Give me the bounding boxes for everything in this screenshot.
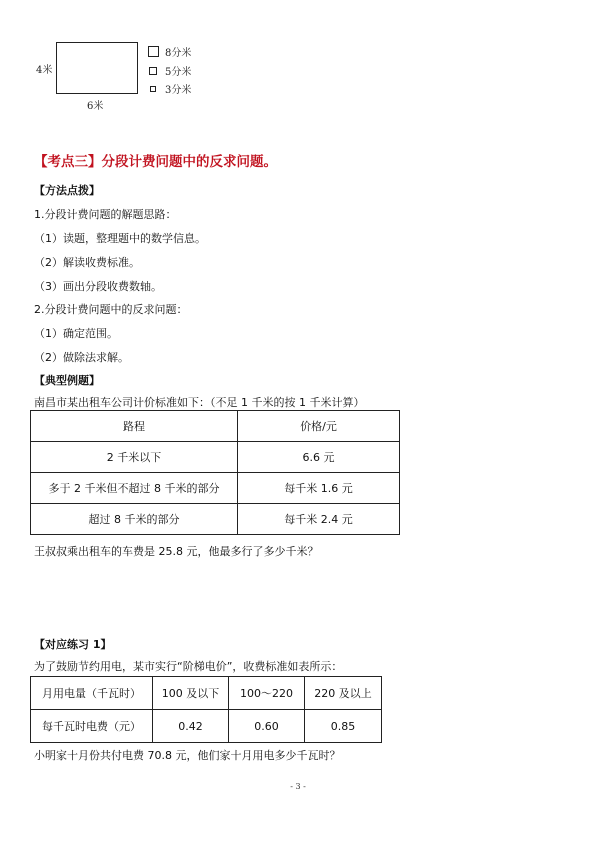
method-line: （2）解读收费标准。 xyxy=(34,256,140,269)
table-cell: 超过 8 千米的部分 xyxy=(31,504,238,535)
section-title: 【考点三】分段计费问题中的反求问题。 xyxy=(34,154,277,169)
option-label: 3分米 xyxy=(165,85,192,96)
table-cell: 6.6 元 xyxy=(238,442,400,473)
table-row xyxy=(31,473,400,504)
square-large-icon xyxy=(148,46,159,57)
table-cell: 2 千米以下 xyxy=(31,442,238,473)
method-line: 1.分段计费问题的解题思路： xyxy=(34,208,177,221)
table-cell: 每千米 1.6 元 xyxy=(238,473,400,504)
method-line: 2.分段计费问题中的反求问题： xyxy=(34,303,188,316)
table-cell: 220 及以上 xyxy=(305,677,382,710)
table-row xyxy=(31,677,382,710)
method-line: （3）画出分段收费数轴。 xyxy=(34,280,162,293)
table-cell: 0.85 xyxy=(305,710,382,743)
table-cell: 100 及以下 xyxy=(153,677,229,710)
practice-heading: 【对应练习 1】 xyxy=(34,638,112,651)
electricity-price-table xyxy=(30,676,382,743)
practice-question: 小明家十月份共付电费 70.8 元，他们家十月用电多少千瓦时？ xyxy=(34,749,341,762)
example-intro: 南昌市某出租车公司计价标准如下：（不足 1 千米的按 1 千米计算） xyxy=(34,396,365,409)
table-row xyxy=(31,710,382,743)
table-cell: 多于 2 千米但不超过 8 千米的部分 xyxy=(31,473,238,504)
table-header-cell: 价格/元 xyxy=(238,411,400,442)
method-line: （1）确定范围。 xyxy=(34,327,118,340)
method-line: （2）做除法求解。 xyxy=(34,351,129,364)
table-row xyxy=(31,442,400,473)
table-cell: 0.42 xyxy=(153,710,229,743)
option-label: 5分米 xyxy=(165,67,192,78)
table-header-cell: 路程 xyxy=(31,411,238,442)
method-line: （1）读题，整理题中的数学信息。 xyxy=(34,232,206,245)
example-heading: 【典型例题】 xyxy=(34,374,100,387)
page-number: - 3 - xyxy=(290,782,306,791)
rectangle-bottom-label: 6米 xyxy=(87,101,104,112)
option-large xyxy=(148,44,191,59)
table-cell: 月用电量（千瓦时） xyxy=(31,677,153,710)
option-small xyxy=(148,81,191,96)
table-cell: 每千米 2.4 元 xyxy=(238,504,400,535)
example-question: 王叔叔乘出租车的车费是 25.8 元，他最多行了多少千米？ xyxy=(34,545,319,558)
square-small-icon xyxy=(150,86,156,92)
rectangle-side-label: 4米 xyxy=(36,65,53,76)
table-header-row xyxy=(31,411,400,442)
table-cell: 每千瓦时电费（元） xyxy=(31,710,153,743)
square-medium-icon xyxy=(149,67,157,75)
table-row xyxy=(31,504,400,535)
table-cell: 0.60 xyxy=(229,710,305,743)
practice-intro: 为了鼓励节约用电，某市实行“阶梯电价”，收费标准如表所示： xyxy=(34,660,343,673)
option-label: 8分米 xyxy=(165,48,192,59)
table-cell: 100～220 xyxy=(229,677,305,710)
rectangle-figure xyxy=(56,42,138,94)
method-heading: 【方法点拨】 xyxy=(34,184,100,197)
option-medium xyxy=(148,63,191,78)
taxi-fare-table xyxy=(30,410,400,535)
